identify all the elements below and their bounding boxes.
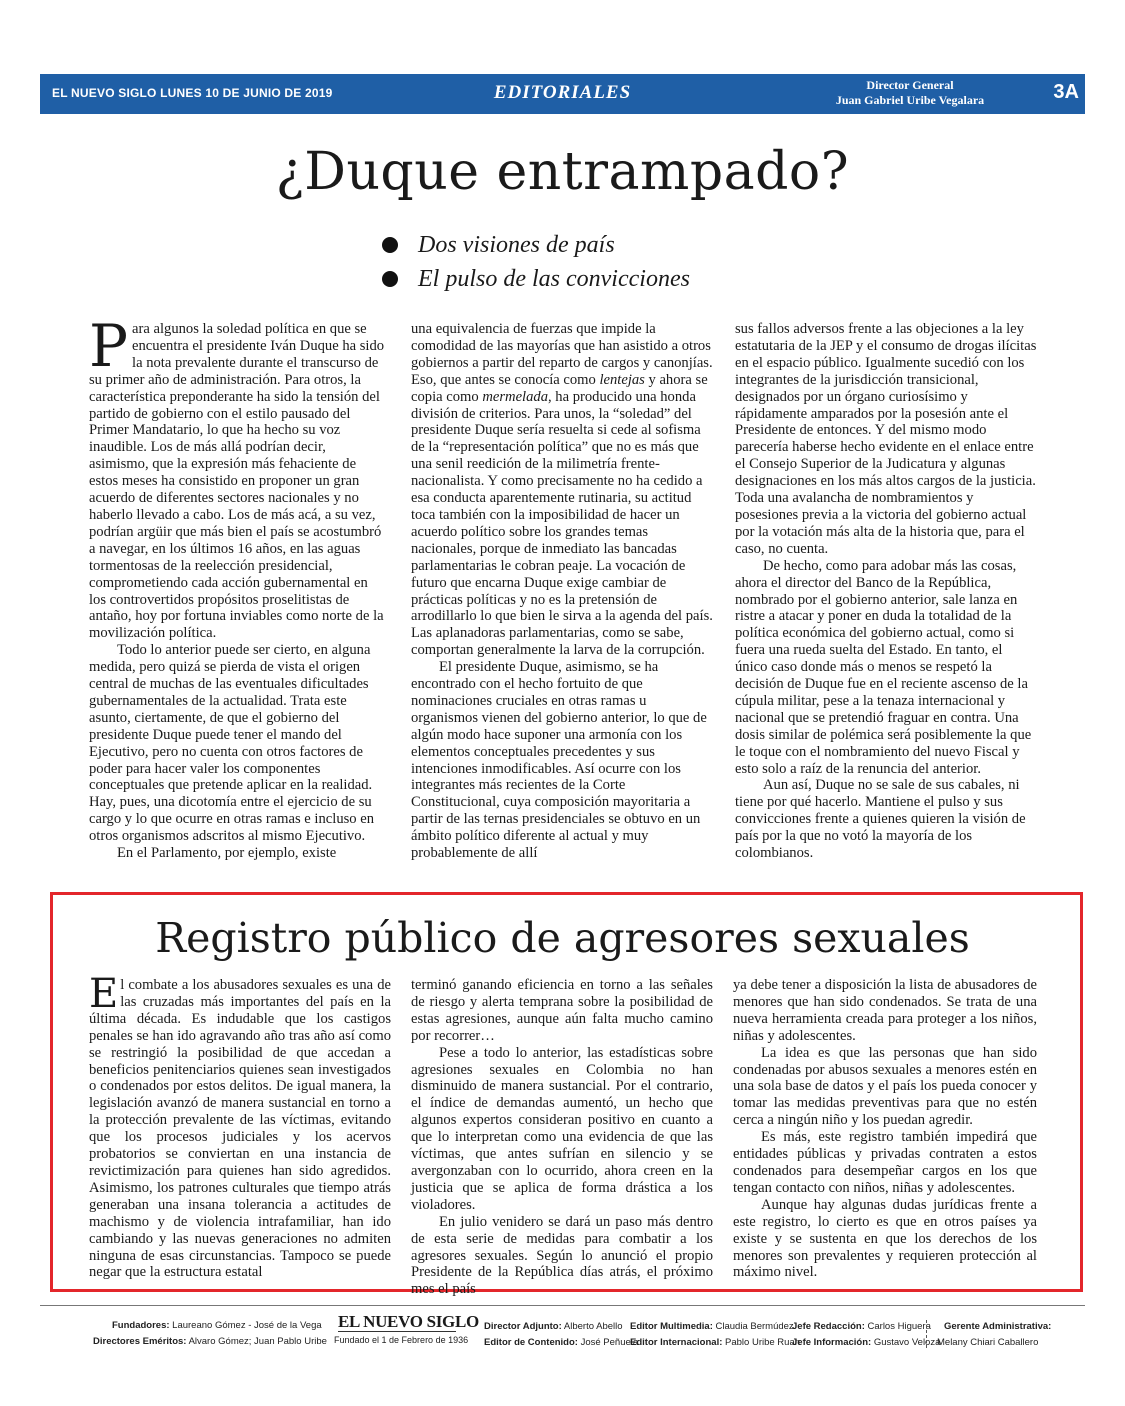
paragraph: terminó ganando eficiencia en torno a las señales de riesgo y alerta temprana sobre la posibilidad de estas agresiones, aunque aún falta mucho camino por recorrer…: [411, 977, 713, 1044]
paragraph: Aunque hay algunas dudas jurídicas frente a este registro, lo cierto es que en otros países ya existe y se sustenta en que los derechos de los menores son prevalentes y requieren protección al máximo nivel.: [733, 1196, 1037, 1281]
bullet-dot-icon: [382, 237, 398, 253]
paragraph: De hecho, como para adobar más las cosas, ahora el director del Banco de la República, nombrado por el gobierno anterior, sale lanza en ristre a atacar y poner en duda la totalidad de la política económica del gobierno actual, como si fuera una rueda suelta del Estado. En tanto, el único caso donde más o menos se respetó la decisión de Duque fue en el reciente ascenso de la cúpula militar, pese a la tenaza internacional y nacional que se pretendió fraguar en contra. Una dosis similar de polémica será posiblemente la que le toque con el nombramiento del nuevo Fiscal y esto solo a raíz de la renuncia del anterior.: [735, 557, 1032, 777]
header-date: EL NUEVO SIGLO LUNES 10 DE JUNIO DE 2019: [52, 86, 333, 100]
paragraph: El presidente Duque, asimismo, se ha encontrado con el hecho fortuito de que nominaciones cruciales en otras ramas u organismos vienen del gobierno anterior, lo que de algún modo hace suponer una armonía con los elementos conceptuales precedentes y sus intenciones inmodificables. Así ocurre con los integrantes más recientes de la Corte Constitucional, cuya composición mayoritaria a partir de las ternas presidenciales se obtuvo en un ámbito político diferente al actual y muy probablemente de allí: [411, 659, 707, 862]
headline-bullets: [382, 228, 690, 296]
footer-content-editor: Editor de Contenido: José Peñuela: [484, 1337, 639, 1348]
paragraph: En el Parlamento, por ejemplo, existe: [117, 845, 337, 862]
drop-cap: P: [89, 312, 129, 380]
paragraph: La idea es que las personas que han sido condenadas por abusos sexuales a menores estén en una sola base de datos y el país los pueda conocer y tomar las medidas preventivas para que no estén cerca a ningún niño y los puedan agredir.: [733, 1044, 1037, 1129]
paragraph: El combate a los abusadores sexuales es una de las cruzadas más importantes del país en la última década. Es indudable que los castigos penales se han ido agravando año tras año así como se restringió la posibilidad de que accedan a beneficios penitenciarios quienes sean investigados o condenados por estos delitos. De igual manera, la legislación avanzó de manera sustancial en torno a la protección prevalente de las víctimas, evitando que los procesos judiciales y los acervos probatorios se conviertan en una instancia de revictimización para quienes han sido agredidos. Asimismo, los patrones culturales que tiempo atrás generaban una insana tolerancia a actitudes de machismo y de violencia intrafamiliar, han ido cambiando y las nuevas generaciones no admiten ninguna de esas circunstancias. Tampoco se puede negar que la estructura estatal: [89, 971, 391, 1281]
drop-cap: E: [89, 971, 119, 1017]
footer-adjunct-director: Director Adjunto: Alberto Abello: [484, 1321, 623, 1332]
paragraph: una equivalencia de fuerzas que impide la comodidad de las mayorías que han asistido a otros gobiernos a partir del reparto de cargos y canonjías. Eso, que antes se conocía como lentejas y ahora se copia como mermelada, ha producido una honda división de criterios. Para unos, la “soledad” del presidente Duque sería resuelta si cede al sofisma de la “representación política” que no es más que una senil reedición de la milimetría frente-nacionalista. Y como precisamente no ha cedido a esa conducta aparentemente rutinaria, su actitud toca también con la imposibilidad de hacer un acuerdo político sobre los grandes temas nacionales, porque de inmediato las bancadas parlamentarias le cobran peaje. La vocación de futuro que encarna Duque exige cambiar de prácticas políticas y no es la pretensión de arrodillarlo lo que bien le sirva a la agenda del país. Las aplanadoras parlamentarias, como se sabe, comportan generalmente la larva de la corrupción.: [411, 321, 713, 659]
paragraph: ya debe tener a disposición la lista de abusadores de menores que han sido condenados. Se trata de una nueva herramienta creada para proteger a los niños, niñas y adolescentes.: [733, 977, 1037, 1044]
page-number: 3A: [1053, 81, 1079, 103]
footer-information-chief: Jefe Información: Gustavo Veloza: [792, 1337, 941, 1348]
editorial-headline: ¿Duque entrampado?: [275, 142, 850, 202]
bullet-dot-icon: [382, 271, 398, 287]
second-editorial-headline: Registro público de agresores sexuales: [155, 914, 970, 962]
article1-column-2: [411, 321, 713, 862]
article2-column-2: [411, 977, 713, 1298]
paragraph: Aun así, Duque no se sale de sus cabales, ni tiene por qué hacerlo. Mantiene el pulso y sus convicciones frente a quienes quieren la visión de país por la que no votó la mayoría de los colombianos.: [735, 777, 1026, 862]
footer-manager-name: Melany Chiari Caballero: [937, 1337, 1039, 1348]
header-section-title: EDITORIALES: [493, 82, 632, 103]
article2-column-3: [733, 977, 1037, 1281]
footer-international-editor: Editor Internacional: Pablo Uribe Ruan: [630, 1337, 801, 1348]
article1-column-3: [735, 321, 1037, 862]
footer-multimedia-editor: Editor Multimedia: Claudia Bermúdez: [630, 1321, 794, 1332]
newspaper-logo: EL NUEVO SIGLO: [338, 1312, 479, 1331]
footer-founded-date: Fundado el 1 de Febrero de 1936: [334, 1335, 469, 1345]
bullet-item: Dos visiones de país: [382, 228, 690, 262]
footer-separator: [926, 1320, 927, 1348]
bullet-item: El pulso de las convicciones: [382, 262, 690, 296]
header-director-name: Juan Gabriel Uribe Vegalara: [835, 93, 985, 107]
paragraph: Todo lo anterior puede ser cierto, en alguna medida, pero quizá se pierda de vista el origen central de muchas de las eventuales dificultades gubernamentales de la actualidad. Trata este asunto, ciertamente, de que el gobierno del presidente Duque puede tener el mando del Ejecutivo, pero no cuenta con otros factores de poder para hacer valer los componentes conceptuales que pretende aplicar en la realidad. Hay, pues, una dicotomía entre el ejercicio de su cargo y lo que ocurre en otras ramas e incluso en otros organismos adscritos al mismo Ejecutivo.: [89, 642, 375, 845]
header-director: [800, 78, 1020, 108]
footer-emeritus-directors: Directores Eméritos: Alvaro Gómez; Juan Pablo Uribe: [93, 1336, 327, 1347]
paragraph: sus fallos adversos frente a las objeciones a la ley estatutaria de la JEP y el consumo de drogas ilícitas en el espacio público. Igualmente sucedió con los integrantes de la jurisdicción transicional, designados por un órgano curiosísimo y rápidamente amparados por la posesión ante el Presidente de entonces. Y del mismo modo parecería haberse hecho evidente en el enlace entre el Consejo Superior de la Judicatura y algunas designaciones en los más altos cargos de la justicia. Toda una avalancha de nombramientos y posesiones previa a la victoria del gobierno actual por la votación más alta de la historia que, para el caso, no cuenta.: [735, 321, 1037, 557]
header-director-role: Director General: [866, 78, 954, 92]
paragraph: En julio venidero se dará un paso más dentro de esta serie de medidas para combatir a los agresores sexuales. Según lo anunció el propio Presidente de la República días atrás, el próximo mes el país: [411, 1213, 713, 1298]
article2-column-1: [89, 971, 391, 1281]
footer-manager-label: Gerente Administrativa:: [944, 1321, 1052, 1332]
paragraph: Para algunos la soledad política en que se encuentra el presidente Iván Duque ha sido la nota prevalente durante el transcurso de su primer año de administración. Para otros, la característica preponderante ha sido la tensión del partido de gobierno con el estilo pausado del Primer Mandatario, lo que ha hecho su voz inaudible. Los de más allá podrían decir, asimismo, que la expresión más fehaciente de estos meses ha consistido en proponer un gran acuerdo de diferentes sectores nacionales y no haberlo llevado a cabo. Los de más acá, a su vez, podrían argüir que más bien el país se acostumbró a navegar, en los últimos 16 años, en las aguas tormentosas de la reelección presidencial, comprometiendo cada acción gubernamental en los controvertidos propósitos proselitistas de antaño, hoy por fortuna inviables como norte de la movilización política.: [89, 312, 385, 642]
logo-underline: [338, 1331, 456, 1332]
footer-divider: [40, 1305, 1085, 1306]
article1-column-1: [89, 312, 385, 862]
footer-newsroom-chief: Jefe Redacción: Carlos Higuera: [792, 1321, 931, 1332]
paragraph: Pese a todo lo anterior, las estadísticas sobre agresiones sexuales en Colombia no han disminuido de manera sustancial. Por el contrario, el índice de demandas aumentó, un hecho que algunos expertos consideran positivo en cuanto a que lo interpretan como una evidencia de que las víctimas, que antes sufrían en silencio y se avergonzaban con lo ocurrido, ahora creen en la justicia que se aplica de forma drástica a los violadores.: [411, 1044, 713, 1213]
section-header-bar: [40, 74, 1085, 114]
paragraph: Es más, este registro también impedirá que entidades públicas y privadas contraten a estos condenados para desempeñar cargos en los que tengan contacto con niños, niñas y adolescentes.: [733, 1129, 1037, 1196]
footer-founders: Fundadores: Laureano Gómez - José de la Vega: [112, 1320, 322, 1331]
